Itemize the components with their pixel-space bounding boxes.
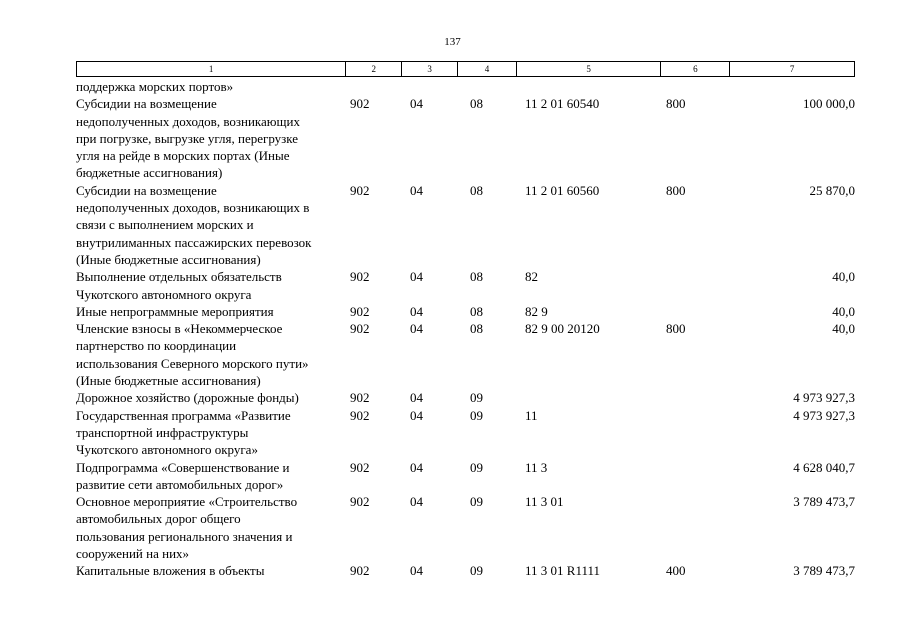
row-section: 04 bbox=[410, 494, 423, 510]
row-ministry-code: 902 bbox=[350, 563, 370, 579]
row-name: Основное мероприятие «Строительство автомобильных дорог общего пользования регионального значения и сооружений на них» bbox=[76, 494, 298, 562]
row-section: 04 bbox=[410, 269, 423, 285]
row-subsection: 08 bbox=[470, 303, 483, 319]
row-amount: 3 789 473,7 bbox=[793, 563, 855, 579]
row-name: Подпрограмма «Совершенствование и развитие сети автомобильных дорог» bbox=[76, 459, 290, 492]
row-name: Выполнение отдельных обязательств Чукотского автономного округа bbox=[76, 269, 282, 302]
row-name: Членские взносы в «Некоммерческое партнерство по координации использования Северного морского пути» (Иные бюджетные ассигнования) bbox=[76, 321, 309, 389]
table-header bbox=[76, 61, 855, 77]
row-target-article: 11 3 01 bbox=[525, 494, 564, 510]
header-col-1: 1 bbox=[77, 62, 346, 76]
row-target-article: 11 2 01 60560 bbox=[525, 182, 600, 198]
row-name: поддержка морских портов» bbox=[76, 79, 234, 94]
row-subsection: 08 bbox=[470, 321, 483, 337]
row-section: 04 bbox=[410, 459, 423, 475]
row-ministry-code: 902 bbox=[350, 303, 370, 319]
row-name: Иные непрограммные мероприятия bbox=[76, 303, 274, 319]
table-row bbox=[76, 562, 855, 579]
row-target-article: 11 3 bbox=[525, 459, 548, 475]
row-subsection: 09 bbox=[470, 459, 483, 475]
row-amount: 4 628 040,7 bbox=[793, 459, 855, 475]
row-subsection: 08 bbox=[470, 182, 483, 198]
row-ministry-code: 902 bbox=[350, 494, 370, 510]
row-subsection: 09 bbox=[470, 494, 483, 510]
row-name: Дорожное хозяйство (дорожные фонды) bbox=[76, 390, 299, 406]
table-row bbox=[76, 320, 855, 389]
row-expense-type: 800 bbox=[666, 321, 686, 337]
header-col-6: 6 bbox=[661, 62, 730, 76]
table-row bbox=[76, 493, 855, 562]
header-col-5: 5 bbox=[517, 62, 662, 76]
row-target-article: 82 9 bbox=[525, 303, 548, 319]
row-subsection: 09 bbox=[470, 563, 483, 579]
row-target-article: 82 9 00 20120 bbox=[525, 321, 600, 337]
row-section: 04 bbox=[410, 407, 423, 423]
row-name: Субсидии на возмещение недополученных доходов, возникающих при погрузке, выгрузке угля, перегрузке угля на рейде в морских портах (Иные бюджетные ассигнования) bbox=[76, 96, 300, 181]
table-row bbox=[76, 95, 855, 181]
row-expense-type: 400 bbox=[666, 563, 686, 579]
row-section: 04 bbox=[410, 563, 423, 579]
row-ministry-code: 902 bbox=[350, 96, 370, 112]
table-row bbox=[76, 303, 855, 320]
row-section: 04 bbox=[410, 96, 423, 112]
row-ministry-code: 902 bbox=[350, 390, 370, 406]
row-amount: 3 789 473,7 bbox=[793, 494, 855, 510]
row-ministry-code: 902 bbox=[350, 459, 370, 475]
row-amount: 4 973 927,3 bbox=[793, 390, 855, 406]
row-name: Субсидии на возмещение недополученных доходов, возникающих в связи с выполнением морских и внутрилиманных пассажирских перевозок (Иные бюджетные ассигнования) bbox=[76, 182, 312, 267]
table-row bbox=[76, 407, 855, 459]
header-col-2: 2 bbox=[346, 62, 402, 76]
table-row bbox=[76, 389, 855, 406]
header-col-4: 4 bbox=[458, 62, 517, 76]
row-amount: 100 000,0 bbox=[803, 96, 855, 112]
row-name: Капитальные вложения в объекты bbox=[76, 563, 265, 579]
row-ministry-code: 902 bbox=[350, 321, 370, 337]
row-ministry-code: 902 bbox=[350, 182, 370, 198]
row-expense-type: 800 bbox=[666, 182, 686, 198]
table-body bbox=[76, 78, 855, 580]
header-col-7: 7 bbox=[789, 64, 795, 74]
table-row bbox=[76, 78, 855, 95]
row-amount: 4 973 927,3 bbox=[793, 407, 855, 423]
row-ministry-code: 902 bbox=[350, 269, 370, 285]
row-subsection: 08 bbox=[470, 269, 483, 285]
row-target-article: 11 2 01 60540 bbox=[525, 96, 600, 112]
row-target-article: 11 3 01 R1111 bbox=[525, 563, 600, 579]
row-subsection: 08 bbox=[470, 96, 483, 112]
row-subsection: 09 bbox=[470, 390, 483, 406]
row-target-article: 82 bbox=[525, 269, 538, 285]
row-name: Государственная программа «Развитие транспортной инфраструктуры Чукотского автономного округа» bbox=[76, 407, 291, 458]
row-subsection: 09 bbox=[470, 407, 483, 423]
row-section: 04 bbox=[410, 303, 423, 319]
row-section: 04 bbox=[410, 390, 423, 406]
page-number: 137 bbox=[444, 36, 461, 48]
row-amount: 40,0 bbox=[832, 269, 855, 285]
row-section: 04 bbox=[410, 182, 423, 198]
row-amount: 40,0 bbox=[832, 303, 855, 319]
header-col-3: 3 bbox=[402, 62, 458, 76]
row-ministry-code: 902 bbox=[350, 407, 370, 423]
row-amount: 40,0 bbox=[832, 321, 855, 337]
row-expense-type: 800 bbox=[666, 96, 686, 112]
row-amount: 25 870,0 bbox=[809, 182, 855, 198]
row-target-article: 11 bbox=[525, 407, 538, 423]
table-row bbox=[76, 182, 855, 268]
table-row bbox=[76, 268, 855, 303]
table-row bbox=[76, 459, 855, 494]
row-section: 04 bbox=[410, 321, 423, 337]
